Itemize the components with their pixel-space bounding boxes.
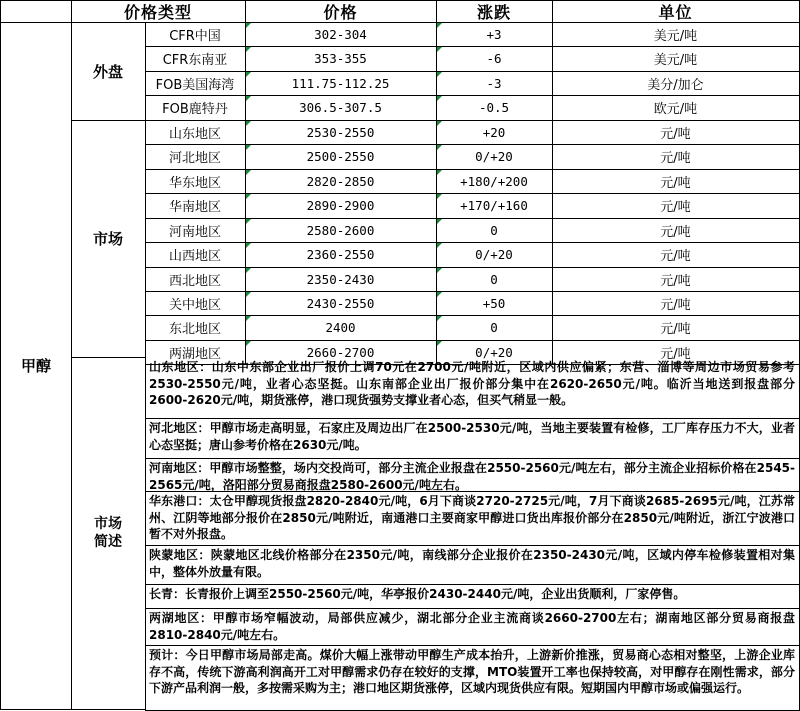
row-price: 306.5-307.5 — [245, 95, 437, 121]
row-price: 2660-2700 — [245, 340, 437, 365]
row-name: 东北地区 — [145, 315, 246, 341]
row-price: 353-355 — [245, 46, 437, 72]
group-domestic-market: 市场 — [71, 120, 146, 358]
summary-paragraph: 陕蒙地区：陕蒙地区北线价格部分在2350元/吨，南线部分企业报价在2350-2430元/吨，区域内停车检修装置相对集中，整体外放量有限。 — [145, 545, 800, 585]
row-price: 2820-2850 — [245, 169, 437, 194]
row-name: 西北地区 — [145, 267, 246, 292]
row-name: FOB美国海湾 — [145, 71, 246, 96]
row-price: 111.75-112.25 — [245, 71, 437, 96]
row-name: 河南地区 — [145, 218, 246, 243]
row-change: 0/+20 — [436, 144, 553, 170]
row-price: 302-304 — [245, 22, 437, 47]
group-market-summary — [71, 357, 146, 710]
row-change: +50 — [436, 291, 553, 316]
row-name: 华东地区 — [145, 169, 246, 194]
summary-paragraph: 山东地区：山东中东部企业出厂报价上调70元在2700元/吨附近，区域内供应偏紧；东营、淄博等周边市场贸易参考2530-2550元/吨，业者心态坚挺。山东南部企业出厂报价部分集中在2620-2650元/吨。临沂当地送到报盘部分2600-2620元/吨，期货涨停，港口现货强势支撑业者心态，但买气稍显一般。 — [145, 357, 800, 419]
row-unit: 元/吨 — [552, 315, 800, 341]
summary-paragraph: 预计：今日甲醇市场局部走高。煤价大幅上涨带动甲醇生产成本抬升，上游新价推涨，贸易商心态相对整坚，上游企业库存不高，传统下游高利润高开工对甲醇需求仍存在较好的支撑，MTO装置开工率也保持较高，对甲醇存在刚性需求，部分下游产品利润一般，多按需采购为主；港口地区期货涨停，区域内现货供应有限。短期国内甲醇市场或偏强运行。 — [145, 645, 800, 711]
row-change: 0/+20 — [436, 242, 553, 268]
summary-paragraph: 两湖地区：甲醇市场窄幅波动，局部供应减少，湖北部分企业主流商谈2660-2700左右；湖南地区部分贸易商报盘2810-2840元/吨左右。 — [145, 608, 800, 646]
header-blank-cell — [0, 0, 72, 23]
row-change: +170/+160 — [436, 193, 553, 219]
row-price: 2580-2600 — [245, 218, 437, 243]
group-market-summary-line2: 简述 — [94, 534, 122, 550]
group-market-summary-line1: 市场 — [94, 516, 122, 532]
row-name: FOB鹿特丹 — [145, 95, 246, 121]
row-name: 华南地区 — [145, 193, 246, 219]
row-name: 河北地区 — [145, 144, 246, 170]
row-price: 2500-2550 — [245, 144, 437, 170]
row-unit: 元/吨 — [552, 340, 800, 365]
row-name: 山西地区 — [145, 242, 246, 268]
summary-paragraph: 河北地区：甲醇市场走高明显，石家庄及周边出厂在2500-2530元/吨，当地主要装置有检修，工厂库存压力不大，业者心态坚挺；唐山参考价格在2630元/吨。 — [145, 418, 800, 459]
summary-paragraph: 河南地区：甲醇市场整整，场内交投尚可，部分主流企业报盘在2550-2560元/吨左右，部分主流企业招标价格在2545-2565元/吨，洛阳部分贸易商报盘2580-2600元/吨左右。 — [145, 458, 800, 492]
row-price: 2360-2550 — [245, 242, 437, 268]
row-change: -6 — [436, 46, 553, 72]
row-price: 2430-2550 — [245, 291, 437, 316]
row-change: -0.5 — [436, 95, 553, 121]
summary-paragraph: 华东港口：太仓甲醇现货报盘2820-2840元/吨，6月下商谈2720-2725元/吨，7月下商谈2685-2695元/吨，江苏常州、江阴等地部分报价在2850元/吨附近，南通港口主要商家甲醇进口货出库报价部分在2850元/吨附近，浙江宁波港口暂不对外报盘。 — [145, 491, 800, 546]
row-name: 山东地区 — [145, 120, 246, 145]
header-change: 涨跌 — [436, 0, 553, 23]
row-unit: 元/吨 — [552, 291, 800, 316]
row-change: +20 — [436, 120, 553, 145]
row-change: +3 — [436, 22, 553, 47]
row-unit: 元/吨 — [552, 242, 800, 268]
row-unit: 美元/吨 — [552, 22, 800, 47]
row-unit: 美分/加仑 — [552, 71, 800, 96]
row-price: 2530-2550 — [245, 120, 437, 145]
group-foreign-market: 外盘 — [71, 22, 146, 121]
row-name: CFR中国 — [145, 22, 246, 47]
row-change: -3 — [436, 71, 553, 96]
category-methanol: 甲醇 — [0, 22, 72, 710]
row-change: 0 — [436, 315, 553, 341]
header-price: 价格 — [245, 0, 437, 23]
row-unit: 元/吨 — [552, 267, 800, 292]
row-price: 2350-2430 — [245, 267, 437, 292]
row-change: 0/+20 — [436, 340, 553, 365]
row-name: 两湖地区 — [145, 340, 246, 365]
row-unit: 元/吨 — [552, 218, 800, 243]
row-price: 2400 — [245, 315, 437, 341]
row-unit: 元/吨 — [552, 193, 800, 219]
row-unit: 欧元/吨 — [552, 95, 800, 121]
row-unit: 元/吨 — [552, 144, 800, 170]
row-change: 0 — [436, 267, 553, 292]
header-price-type: 价格类型 — [71, 0, 246, 23]
summary-paragraph: 长青：长青报价上调至2550-2560元/吨，华亭报价2430-2440元/吨，企业出货顺利，厂家停售。 — [145, 584, 800, 609]
row-change: +180/+200 — [436, 169, 553, 194]
row-unit: 美元/吨 — [552, 46, 800, 72]
row-name: CFR东南亚 — [145, 46, 246, 72]
row-price: 2890-2900 — [245, 193, 437, 219]
row-change: 0 — [436, 218, 553, 243]
header-unit: 单位 — [552, 0, 800, 23]
row-unit: 元/吨 — [552, 120, 800, 145]
row-name: 关中地区 — [145, 291, 246, 316]
row-unit: 元/吨 — [552, 169, 800, 194]
